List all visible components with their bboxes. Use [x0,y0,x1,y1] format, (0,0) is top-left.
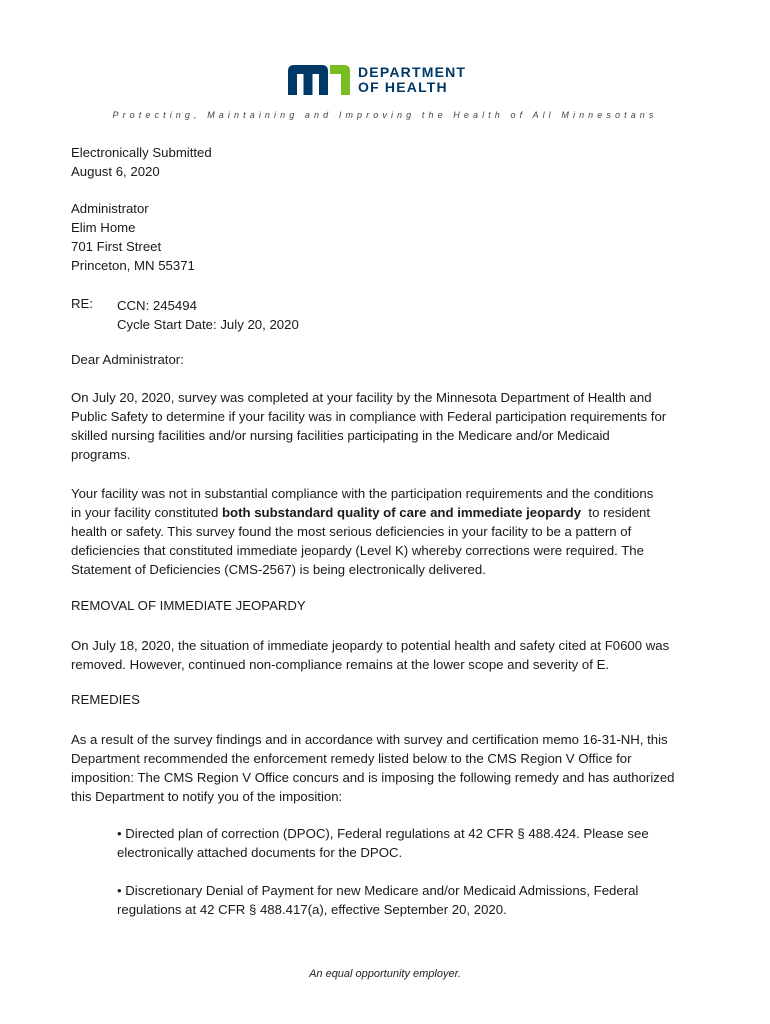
bullet-line: • Directed plan of correction (DPOC), Federal regulations at 42 CFR § 488.424. Please see [117,826,649,841]
recipient-facility: Elim Home [71,220,136,235]
paragraph-compliance [71,484,711,579]
paragraph-line: deficiencies that constituted immediate jeopardy (Level K) whereby corrections were required. The [71,543,644,558]
logo-line-2: OF HEALTH [358,79,448,95]
paragraph-line: Your facility was not in substantial compliance with the participation requirements and the conditions [71,486,654,501]
paragraph-line: this Department to notify you of the imposition: [71,789,343,804]
recipient-city: Princeton, MN 55371 [71,258,195,273]
salutation: Dear Administrator: [71,352,184,367]
paragraph-line [71,503,711,522]
paragraph-line: skilled nursing facilities and/or nursing facilities participating in the Medicare and/or Medicaid [71,428,610,443]
bullet-line: regulations at 42 CFR § 488.417(a), effective September 20, 2020. [117,902,507,917]
text-span: in your facility constituted [71,505,222,520]
remedy-bullet-denial [117,881,697,919]
cycle-start-date: Cycle Start Date: July 20, 2020 [117,317,299,332]
tagline: Protecting, Maintaining and Improving the Health of All Minnesotans [112,110,658,120]
heading-remedies: REMEDIES [71,692,140,707]
logo-wordmark [358,65,466,95]
recipient-street: 701 First Street [71,239,162,254]
paragraph-survey [71,388,711,464]
paragraph-line: imposition: The CMS Region V Office concurs and is imposing the following remedy and has authorized [71,770,675,785]
submission-block [71,143,711,181]
bullet-line: • Discretionary Denial of Payment for new Medicare and/or Medicaid Admissions, Federal [117,883,639,898]
paragraph-line: As a result of the survey findings and in accordance with survey and certification memo 16-31-NH, this [71,732,668,747]
recipient-title: Administrator [71,201,149,216]
paragraph-line: Department recommended the enforcement remedy listed below to the CMS Region V Office for [71,751,632,766]
letter-date: August 6, 2020 [71,164,160,179]
heading-removal: REMOVAL OF IMMEDIATE JEOPARDY [71,598,306,613]
paragraph-line: health or safety. This survey found the most serious deficiencies in your facility to be a pattern of [71,524,632,539]
remedy-bullet-dpoc [117,824,697,862]
recipient-address [71,199,711,275]
re-details [117,296,299,334]
paragraph-line: removed. However, continued non-compliance remains at the lower scope and severity of E. [71,657,610,672]
bullet-line: electronically attached documents for the DPOC. [117,845,403,860]
bold-finding: both substandard quality of care and immediate jeopardy [222,505,582,520]
mdh-logo [288,62,466,98]
paragraph-remedies [71,730,711,806]
paragraph-removal [71,636,711,674]
paragraph-line: programs. [71,447,131,462]
paragraph-line: On July 20, 2020, survey was completed at your facility by the Minnesota Department of Health and [71,390,652,405]
paragraph-line: Statement of Deficiencies (CMS-2567) is being electronically delivered. [71,562,486,577]
paragraph-line: Public Safety to determine if your facility was in compliance with Federal participation requirements for [71,409,667,424]
footer-equal-opportunity: An equal opportunity employer. [309,968,461,980]
ccn: CCN: 245494 [117,298,197,313]
mn-logo-mark-icon [288,65,350,95]
submission-method: Electronically Submitted [71,145,212,160]
text-span: to resident [581,505,650,520]
re-label: RE: [71,296,93,311]
paragraph-line: On July 18, 2020, the situation of immediate jeopardy to potential health and safety cited at F0600 was [71,638,670,653]
logo-line-1: DEPARTMENT [358,64,467,80]
